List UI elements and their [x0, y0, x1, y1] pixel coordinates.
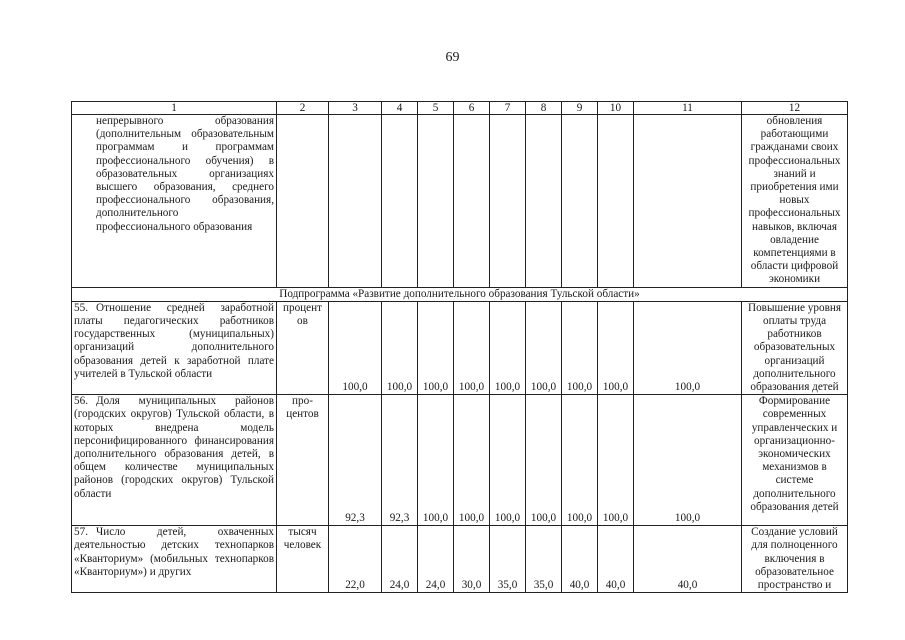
value-cell: 100,0	[526, 395, 562, 526]
indicator-name: Отношение средней заработной платы педагогических работников государственных (муниципальных) организаций дополнительного образования детей к заработной плате учителей в Тульской области	[74, 301, 274, 380]
value-cell: 22,0	[329, 526, 382, 593]
subprogram-row	[72, 287, 848, 301]
value-cell: 100,0	[454, 395, 490, 526]
value-cell: 35,0	[526, 526, 562, 593]
indicator-unit: тысяч человек	[277, 526, 329, 593]
value-cell: 100,0	[562, 395, 598, 526]
column-header: 12	[742, 102, 848, 115]
column-header: 10	[598, 102, 634, 115]
indicator-goal: Повышение уровня оплаты труда работников образовательных организаций дополнительного образования детей	[742, 301, 848, 394]
column-header: 4	[382, 102, 418, 115]
value-cell: 100,0	[418, 395, 454, 526]
value-cell: 40,0	[598, 526, 634, 593]
value-cell: 30,0	[454, 526, 490, 593]
value-cell: 100,0	[598, 301, 634, 394]
value-cell: 100,0	[634, 395, 742, 526]
value-cell: 100,0	[418, 301, 454, 394]
indicator-goal: обновления работающими гражданами своих профессиональных знаний и приобретения ими новых профессиональных навыков, включая овладение компетенциями в области цифровой экономики	[742, 115, 848, 288]
value-cell: 92,3	[382, 395, 418, 526]
column-header: 1	[72, 102, 277, 115]
indicator-goal: Создание условий для полноценного включения в образовательное пространство и	[742, 526, 848, 593]
column-header: 9	[562, 102, 598, 115]
value-cell: 100,0	[382, 301, 418, 394]
column-header: 3	[329, 102, 382, 115]
value-cell: 40,0	[562, 526, 598, 593]
column-header: 2	[277, 102, 329, 115]
column-header: 5	[418, 102, 454, 115]
value-cell: 24,0	[418, 526, 454, 593]
table-row	[72, 526, 848, 593]
row-number: 57.	[74, 526, 88, 539]
value-cell: 100,0	[526, 301, 562, 394]
subprogram-title: Подпрограмма «Развитие дополнительного образования Тульской области»	[72, 287, 848, 301]
value-cell: 100,0	[598, 395, 634, 526]
value-cell: 100,0	[329, 301, 382, 394]
indicator-unit: процент ов	[277, 301, 329, 394]
value-cell: 100,0	[634, 301, 742, 394]
table-row	[72, 115, 848, 288]
indicator-unit: про- центов	[277, 395, 329, 526]
value-cell: 40,0	[634, 526, 742, 593]
value-cell: 100,0	[490, 301, 526, 394]
value-cell: 100,0	[562, 301, 598, 394]
column-header: 8	[526, 102, 562, 115]
column-header: 6	[454, 102, 490, 115]
value-cell: 100,0	[490, 395, 526, 526]
table-row	[72, 301, 848, 394]
indicator-name: Число детей, охваченных деятельностью детских технопарков «Кванториум» (мобильных технопарков «Кванториум») и других	[74, 526, 274, 578]
column-number-row	[72, 102, 848, 115]
column-header: 11	[634, 102, 742, 115]
value-cell: 35,0	[490, 526, 526, 593]
row-number: 55.	[74, 301, 88, 314]
indicator-name: Доля муниципальных районов (городских округов) Тульской области, в которых внедрена модель персонифицированного финансирования дополнительного образования детей, в общем количестве муниципальных районов (городских округов) Тульской области	[74, 395, 274, 500]
column-header: 7	[490, 102, 526, 115]
page-number: 69	[445, 50, 460, 65]
row-number: 56.	[74, 395, 88, 408]
value-cell: 92,3	[329, 395, 382, 526]
indicator-name: непрерывного образования (дополнительным образовательным программам и программам профессионального обучения) в образовательных организациях высшего образования, среднего профессионального образования, дополнительного профессионального образования	[72, 115, 277, 288]
indicator-goal: Формирование современных управленческих и организационно-экономических механизмов в системе дополнительного образования детей	[742, 395, 848, 526]
table-row	[72, 395, 848, 526]
indicators-table	[71, 101, 848, 593]
value-cell: 24,0	[382, 526, 418, 593]
value-cell: 100,0	[454, 301, 490, 394]
